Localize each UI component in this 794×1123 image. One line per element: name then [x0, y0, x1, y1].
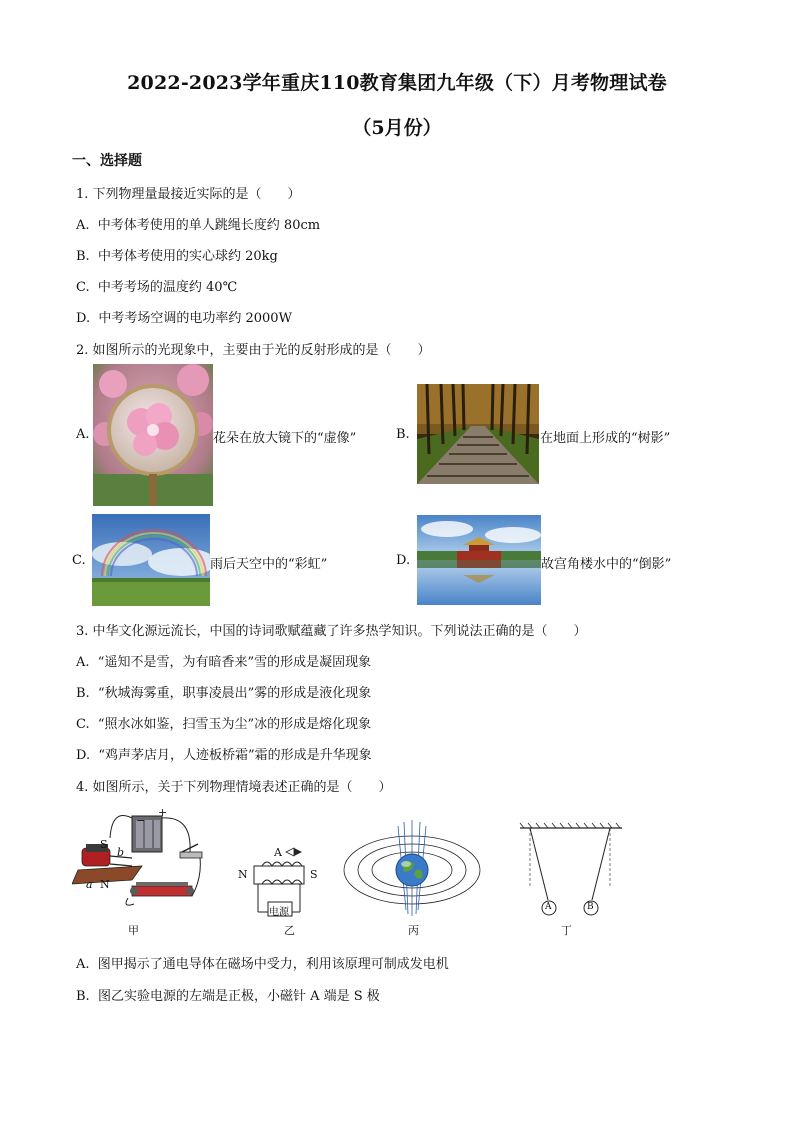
option-letter: A.	[76, 957, 90, 972]
option-letter: A.	[76, 218, 90, 233]
figure-bing-label: 丙	[408, 924, 419, 937]
section-heading: 一、选择题	[72, 153, 142, 169]
q3-stem: 3. 中华文化源远流长，中国的诗词歌赋蕴藏了许多热学知识。下列说法正确的是（ ）	[76, 624, 587, 639]
q2-option-b-letter: B.	[396, 427, 410, 442]
option-letter: B.	[76, 989, 90, 1004]
jia-n-pole: N	[100, 878, 110, 891]
q2-option-a-caption: 花朵在放大镜下的“虚像”	[213, 431, 357, 446]
option-letter: D.	[76, 748, 91, 763]
q1-stem: 1. 下列物理量最接近实际的是（ ）	[76, 187, 301, 202]
option-text: “照水冰如鉴，扫雪玉为尘”冰的形成是熔化现象	[97, 717, 372, 732]
option-letter: B.	[76, 249, 90, 264]
figure-bing	[342, 818, 482, 918]
ding-ball-b: B	[587, 902, 594, 912]
figure-jia	[72, 808, 212, 908]
figure-yi	[232, 840, 342, 920]
pendulum-diagram	[516, 822, 626, 918]
option-text: 中考考场空调的电功率约 2000W	[98, 311, 292, 326]
q1-option-a	[76, 214, 320, 233]
q1-option-b	[76, 245, 278, 264]
option-letter: C.	[76, 280, 90, 295]
figure-jia-label: 甲	[128, 924, 139, 937]
yi-a-label: A	[274, 846, 282, 859]
q4-stem: 4. 如图所示，关于下列物理情境表述正确的是（ ）	[76, 780, 392, 795]
option-letter: B.	[76, 686, 90, 701]
option-text: “遥知不是雪，为有暗香来”雪的形成是凝固现象	[97, 655, 372, 670]
option-letter: C.	[76, 717, 90, 732]
option-letter: A.	[76, 655, 90, 670]
page-title: 2022-2023学年重庆110教育集团九年级（下）月考物理试卷	[127, 72, 667, 94]
page-subtitle: （5月份）	[352, 117, 442, 139]
q4-option-b	[76, 985, 380, 1004]
option-text: 图乙实验电源的左端是正极，小磁针 A 端是 S 极	[97, 989, 380, 1004]
option-text: 中考体考使用的实心球约 20kg	[97, 249, 278, 264]
jia-a-label: a	[86, 878, 93, 891]
yi-power-source: 电源	[269, 907, 289, 918]
figure-yi-label: 乙	[284, 924, 295, 937]
option-text: “秋城海雾重，职事凌晨出”雾的形成是液化现象	[97, 686, 372, 701]
yi-n-pole: N	[238, 868, 248, 881]
q3-option-d	[76, 744, 372, 763]
q2-option-c-caption: 雨后天空中的“彩虹”	[210, 557, 328, 572]
q2-option-b-caption: 在地面上形成的“树影”	[540, 431, 671, 446]
option-letter: D.	[76, 311, 91, 326]
tree-shadow-photo	[417, 384, 539, 484]
palace-reflection-photo	[417, 515, 541, 605]
option-text: 中考体考使用的单人跳绳长度约 80cm	[97, 218, 321, 233]
q1-option-d	[76, 307, 292, 326]
jia-s-pole: S	[100, 838, 108, 851]
q3-option-b	[76, 682, 371, 701]
option-text: “鸡声茅店月，人迹板桥霜”霜的形成是升华现象	[98, 748, 372, 763]
rainbow-photo	[92, 514, 210, 606]
q2-option-d-caption: 故宫角楼水中的“倒影”	[541, 557, 672, 572]
q2-option-c-letter: C.	[72, 553, 86, 568]
q2-stem: 2. 如图所示的光现象中，主要由于光的反射形成的是（ ）	[76, 343, 431, 358]
jia-plus-sign: +	[158, 806, 168, 819]
figure-ding-label: 丁	[561, 924, 572, 937]
jia-minus-sign: −	[136, 814, 146, 827]
q4-option-a	[76, 953, 449, 972]
yi-s-pole: S	[310, 868, 318, 881]
q2-option-a-letter: A.	[76, 427, 90, 442]
q2-option-d-letter: D.	[396, 553, 411, 568]
option-text: 图甲揭示了通电导体在磁场中受力，利用该原理可制成发电机	[97, 957, 449, 972]
q3-option-c	[76, 713, 371, 732]
q3-option-a	[76, 651, 371, 670]
ding-ball-a: A	[545, 902, 552, 912]
flower-magnifier-photo	[93, 364, 213, 506]
option-text: 中考考场的温度约 40℃	[97, 280, 238, 295]
figure-ding	[516, 822, 626, 918]
earth-magnetic-field-diagram	[342, 818, 482, 918]
q1-option-c	[76, 276, 237, 295]
jia-b-label: b	[117, 846, 125, 859]
